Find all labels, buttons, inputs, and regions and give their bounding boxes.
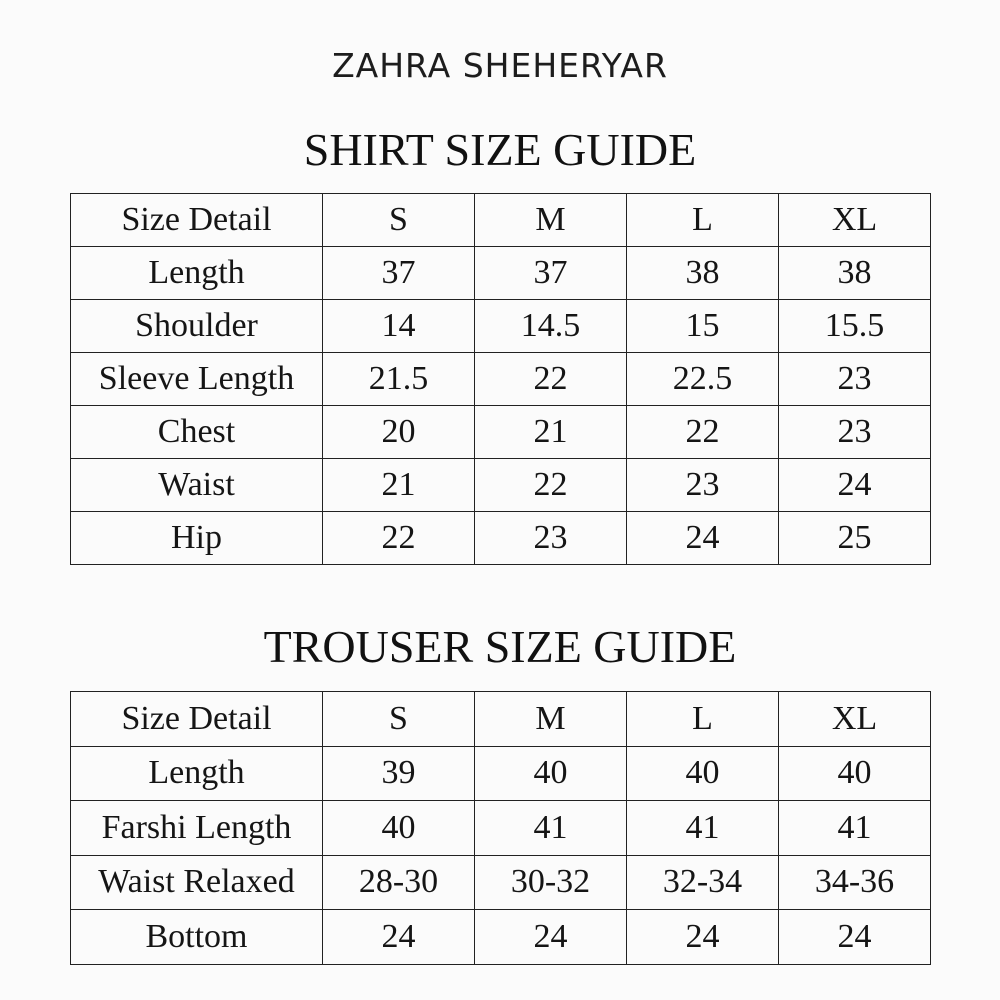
measurement-value-cell: 15.5 (779, 300, 931, 353)
measurement-label-cell: Farshi Length (71, 801, 323, 856)
table-row (71, 300, 931, 353)
brand-name: ZAHRA SHEHERYAR (332, 46, 668, 85)
measurement-value-cell: 34-36 (779, 855, 931, 910)
measurement-value-cell: 23 (779, 406, 931, 459)
measurement-value-cell: 41 (475, 801, 627, 856)
table-row (71, 855, 931, 910)
measurement-value-cell: 22 (475, 459, 627, 512)
header-size-cell: S (323, 692, 475, 747)
measurement-value-cell: 37 (475, 247, 627, 300)
header-size-cell: M (475, 692, 627, 747)
measurement-value-cell: 23 (475, 512, 627, 565)
measurement-value-cell: 40 (475, 746, 627, 801)
measurement-value-cell: 21 (475, 406, 627, 459)
measurement-value-cell: 39 (323, 746, 475, 801)
measurement-value-cell: 40 (627, 746, 779, 801)
shirt-table-body (71, 194, 931, 565)
measurement-value-cell: 15 (627, 300, 779, 353)
measurement-value-cell: 38 (627, 247, 779, 300)
table-row (71, 746, 931, 801)
measurement-value-cell: 21 (323, 459, 475, 512)
table-row (71, 353, 931, 406)
measurement-value-cell: 21.5 (323, 353, 475, 406)
measurement-value-cell: 41 (627, 801, 779, 856)
measurement-value-cell: 32-34 (627, 855, 779, 910)
table-header-row (71, 194, 931, 247)
measurement-value-cell: 28-30 (323, 855, 475, 910)
table-row (71, 512, 931, 565)
measurement-value-cell: 24 (627, 512, 779, 565)
measurement-label-cell: Hip (71, 512, 323, 565)
measurement-value-cell: 23 (779, 353, 931, 406)
measurement-value-cell: 14.5 (475, 300, 627, 353)
measurement-value-cell: 41 (779, 801, 931, 856)
measurement-value-cell: 14 (323, 300, 475, 353)
header-size-cell: XL (779, 692, 931, 747)
table-row (71, 406, 931, 459)
header-size-cell: L (627, 692, 779, 747)
measurement-value-cell: 22.5 (627, 353, 779, 406)
header-label-cell: Size Detail (71, 692, 323, 747)
table-row (71, 459, 931, 512)
measurement-value-cell: 25 (779, 512, 931, 565)
measurement-value-cell: 24 (323, 910, 475, 965)
shirt-size-table (70, 193, 931, 565)
measurement-label-cell: Waist Relaxed (71, 855, 323, 910)
header-size-cell: XL (779, 194, 931, 247)
measurement-value-cell: 37 (323, 247, 475, 300)
header-label-cell: Size Detail (71, 194, 323, 247)
measurement-value-cell: 22 (475, 353, 627, 406)
measurement-label-cell: Shoulder (71, 300, 323, 353)
measurement-value-cell: 22 (323, 512, 475, 565)
header-size-cell: L (627, 194, 779, 247)
trouser-size-table (70, 691, 931, 965)
measurement-label-cell: Chest (71, 406, 323, 459)
measurement-label-cell: Waist (71, 459, 323, 512)
measurement-value-cell: 24 (475, 910, 627, 965)
header-size-cell: S (323, 194, 475, 247)
measurement-value-cell: 24 (627, 910, 779, 965)
measurement-label-cell: Bottom (71, 910, 323, 965)
measurement-label-cell: Length (71, 746, 323, 801)
measurement-label-cell: Sleeve Length (71, 353, 323, 406)
table-row (71, 247, 931, 300)
trouser-size-guide-title: TROUSER SIZE GUIDE (263, 621, 737, 672)
measurement-value-cell: 20 (323, 406, 475, 459)
trouser-table-body (71, 692, 931, 965)
measurement-value-cell: 40 (779, 746, 931, 801)
measurement-value-cell: 38 (779, 247, 931, 300)
table-row (71, 801, 931, 856)
measurement-value-cell: 24 (779, 459, 931, 512)
measurement-value-cell: 22 (627, 406, 779, 459)
measurement-label-cell: Length (71, 247, 323, 300)
measurement-value-cell: 24 (779, 910, 931, 965)
shirt-size-guide-title: SHIRT SIZE GUIDE (303, 124, 697, 175)
header-size-cell: M (475, 194, 627, 247)
measurement-value-cell: 30-32 (475, 855, 627, 910)
measurement-value-cell: 23 (627, 459, 779, 512)
table-header-row (71, 692, 931, 747)
measurement-value-cell: 40 (323, 801, 475, 856)
table-row (71, 910, 931, 965)
